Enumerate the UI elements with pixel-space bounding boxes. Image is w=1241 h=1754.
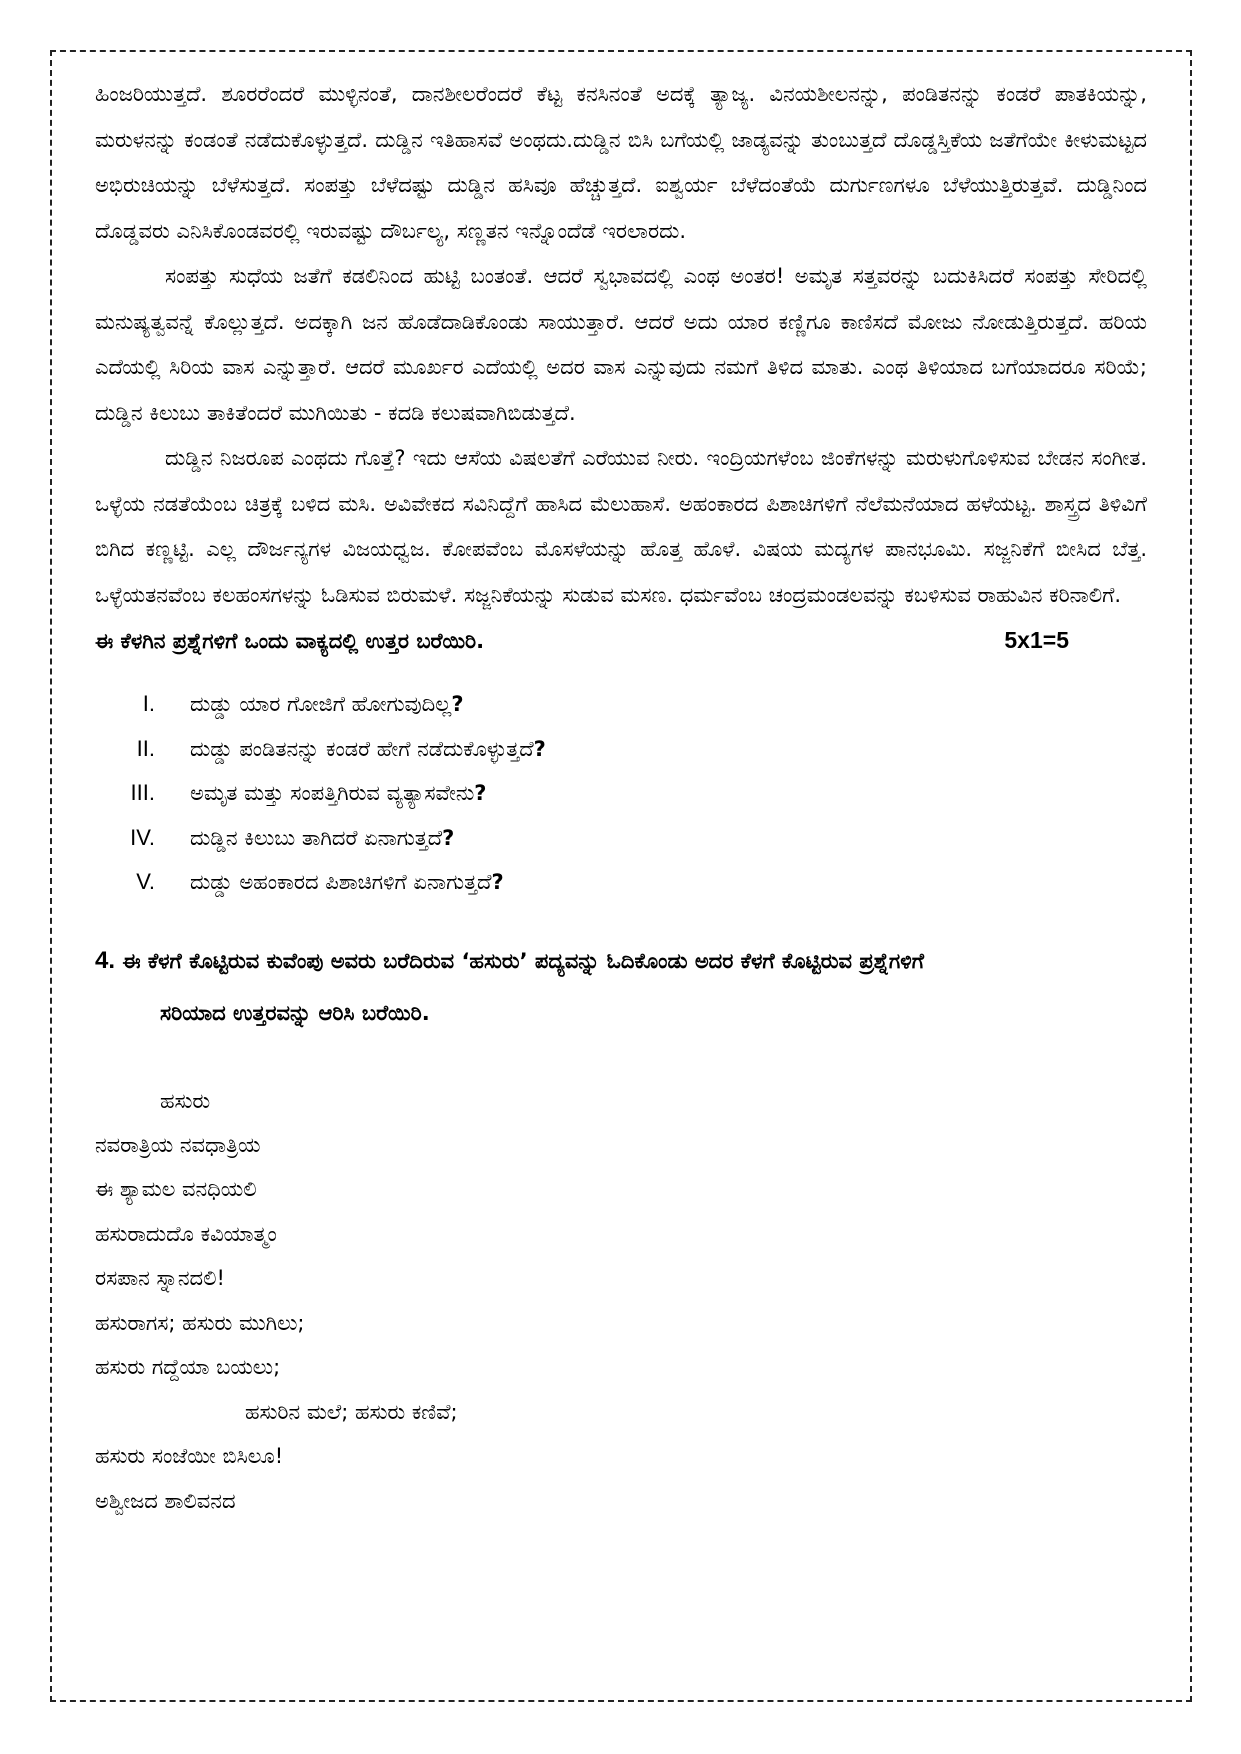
question-number: I. xyxy=(142,691,155,716)
section-4-instruction-line-2: ಸರಿಯಾದ ಉತ್ತರವನ್ನು ಆರಿಸಿ ಬರೆಯಿರಿ. xyxy=(160,1000,430,1025)
section-3-instruction: ಈ ಕೆಳಗಿನ ಪ್ರಶ್ನೆಗಳಿಗೆ ಒಂದು ವಾಕ್ಯದಲ್ಲಿ ಉತ್ತರ ಬರೆಯಿರಿ. xyxy=(95,629,485,653)
question-number: V. xyxy=(136,869,155,894)
section-4-instruction xyxy=(95,935,1147,1039)
question-text: ದುಡ್ಡು ಯಾರ ಗೋಜಿಗೆ ಹೋಗುವುದಿಲ್ಲ? xyxy=(190,692,464,716)
question-number: III. xyxy=(130,780,155,805)
poem xyxy=(95,1123,1147,1524)
poem-line: ನವರಾತ್ರಿಯ ನವಧಾತ್ರಿಯ xyxy=(95,1132,261,1157)
question-item xyxy=(95,771,1147,816)
poem-line: ಅಶ್ವೀಜದ ಶಾಲಿವನದ xyxy=(95,1488,236,1513)
passage-paragraph-3: ದುಡ್ಡಿನ ನಿಜರೂಪ ಎಂಥದು ಗೊತ್ತೆ? ಇದು ಆಸೆಯ ವಿಷಲತೆಗೆ ಎರೆಯುವ ನೀರು. ಇಂದ್ರಿಯಗಳೆಂಬ ಜಿಂಕೆಗಳನ್ನು ಮರುಳುಗೊಳಿಸುವ ಬೇಡನ ಸಂಗೀತ. ಒಳ್ಳೆಯ ನಡತೆಯೆಂಬ ಚಿತ್ರಕ್ಕೆ ಬಳಿದ ಮಸಿ. ಅವಿವೇಕದ ಸವಿನಿದ್ದೆಗೆ ಹಾಸಿದ ಮೆಲುಹಾಸೆ. ಅಹಂಕಾರದ ಪಿಶಾಚಿಗಳಿಗೆ ನೆಲೆಮನೆಯಾದ ಹಳೆಯಟ್ಟ. ಶಾಸ್ತ್ರದ ತಿಳಿವಿಗೆ ಬಿಗಿದ ಕಣ್ಣಟ್ಟಿ. ಎಲ್ಲ ದೌರ್ಜನ್ಯಗಳ ವಿಜಯಧ್ವಜ. ಕೋಪವೆಂಬ ಮೊಸಳೆಯನ್ನು ಹೊತ್ತ ಹೊಳೆ. ವಿಷಯ ಮದ್ಯಗಳ ಪಾನಭೂಮಿ. ಸಜ್ಜನಿಕೆಗೆ ಬೀಸಿದ ಬೆತ್ತ. ಒಳ್ಳೆಯತನವೆಂಬ ಕಲಹಂಸಗಳನ್ನು ಓಡಿಸುವ ಬಿರುಮಳೆ. ಸಜ್ಜನಿಕೆಯನ್ನು ಸುಡುವ ಮಸಣ. ಧರ್ಮವೆಂಬ ಚಂದ್ರಮಂಡಲವನ್ನು ಕಬಳಿಸುವ ರಾಹುವಿನ ಕರಿನಾಲಿಗೆ. xyxy=(95,446,1147,607)
poem-line: ಹಸುರು ಸಂಜೆಯೀ ಬಿಸಿಲೂ! xyxy=(95,1444,284,1468)
document-content xyxy=(95,72,1147,1523)
poem-line: ಈ ಶ್ಯಾಮಲ ವನಧಿಯಲಿ xyxy=(95,1177,257,1201)
section-4-number: 4. xyxy=(95,946,116,974)
section-3-instruction-row xyxy=(95,618,1147,664)
poem-line: ಹಸುರಿನ ಮಲೆ; ಹಸುರು ಕಣಿವೆ; xyxy=(245,1399,458,1424)
passage xyxy=(95,72,1147,618)
question-text: ದುಡ್ಡಿನ ಕಿಲುಬು ತಾಗಿದರೆ ಏನಾಗುತ್ತದೆ? xyxy=(190,825,455,850)
question-number: II. xyxy=(136,735,155,761)
question-text: ದುಡ್ಡು ಪಂಡಿತನನ್ನು ಕಂಡರೆ ಹೇಗೆ ನಡೆದುಕೊಳ್ಳುತ್ತದೆ? xyxy=(190,736,546,761)
question-text: ಅಮೃತ ಮತ್ತು ಸಂಪತ್ತಿಗಿರುವ ವ್ಯತ್ಯಾಸವೇನು? xyxy=(190,781,487,805)
poem-line: ಹಸುರಾದುದೊ ಕವಿಯಾತ್ಮಂ xyxy=(95,1221,277,1246)
question-list xyxy=(95,682,1147,905)
poem-line: ಹಸುರಾಗಸ; ಹಸುರು ಮುಗಿಲು; xyxy=(95,1310,305,1335)
marks-scheme: 5x1=5 xyxy=(1004,627,1069,653)
question-item xyxy=(95,816,1147,861)
question-number: IV. xyxy=(130,824,155,850)
question-item xyxy=(95,682,1147,727)
section-4-instruction-line-1: ಈ ಕೆಳಗೆ ಕೊಟ್ಟಿರುವ ಕುವೆಂಪು ಅವರು ಬರೆದಿರುವ ‘ಹಸುರು’ ಪದ್ಯವನ್ನು ಓದಿಕೊಂಡು ಅದರ ಕೆಳಗೆ ಕೊಟ್ಟಿರುವ ಪ್ರಶ್ನೆಗಳಿಗೆ xyxy=(122,948,924,973)
poem-title: ಹಸುರು xyxy=(160,1088,211,1113)
question-item xyxy=(95,860,1147,905)
question-text: ದುಡ್ಡು ಅಹಂಕಾರದ ಪಿಶಾಚಿಗಳಿಗೆ ಏನಾಗುತ್ತದೆ? xyxy=(190,870,504,894)
poem-line: ಹಸುರು ಗದ್ದೆಯಾ ಬಯಲು; xyxy=(95,1355,281,1379)
passage-paragraph-2: ಸಂಪತ್ತು ಸುಧೆಯ ಜತೆಗೆ ಕಡಲಿನಿಂದ ಹುಟ್ಟಿ ಬಂತಂತೆ. ಆದರೆ ಸ್ವಭಾವದಲ್ಲಿ ಎಂಥ ಅಂತರ! ಅಮೃತ ಸತ್ತವರನ್ನು ಬದುಕಿಸಿದರೆ ಸಂಪತ್ತು ಸೇರಿದಲ್ಲಿ ಮನುಷ್ಯತ್ವವನ್ನೆ ಕೊಲ್ಲುತ್ತದೆ. ಅದಕ್ಕಾಗಿ ಜನ ಹೊಡೆದಾಡಿಕೊಂಡು ಸಾಯುತ್ತಾರೆ. ಆದರೆ ಅದು ಯಾರ ಕಣ್ಣಿಗೂ ಕಾಣಿಸದೆ ಮೋಜು ನೋಡುತ್ತಿರುತ್ತದೆ. ಹರಿಯ ಎದೆಯಲ್ಲಿ ಸಿರಿಯ ವಾಸ ಎನ್ನುತ್ತಾರೆ. ಆದರೆ ಮೂರ್ಖರ ಎದೆಯಲ್ಲಿ ಅದರ ವಾಸ ಎನ್ನುವುದು ನಮಗೆ ತಿಳಿದ ಮಾತು. ಎಂಥ ತಿಳಿಯಾದ ಬಗೆಯಾದರೂ ಸರಿಯೆ; ದುಡ್ಡಿನ ಕಿಲುಬು ತಾಕಿತೆಂದರೆ ಮುಗಿಯಿತು - ಕದಡಿ ಕಲುಷವಾಗಿಬಿಡುತ್ತದೆ. xyxy=(95,264,1147,425)
question-item xyxy=(95,727,1147,772)
poem-line: ರಸಪಾನ ಸ್ನಾನದಲಿ! xyxy=(95,1266,225,1290)
passage-paragraph-1: ಹಿಂಜರಿಯುತ್ತದೆ. ಶೂರರೆಂದರೆ ಮುಳ್ಳಿನಂತೆ, ದಾನಶೀಲರೆಂದರೆ ಕೆಟ್ಟ ಕನಸಿನಂತೆ ಅದಕ್ಕೆ ತ್ಯಾಜ್ಯ. ವಿನಯಶೀಲನನ್ನು, ಪಂಡಿತನನ್ನು ಕಂಡರೆ ಪಾತಕಿಯನ್ನು, ಮರುಳನನ್ನು ಕಂಡಂತೆ ನಡೆದುಕೊಳ್ಳುತ್ತದೆ. ದುಡ್ಡಿನ ಇತಿಹಾಸವೆ ಅಂಥದು.ದುಡ್ಡಿನ ಬಿಸಿ ಬಗೆಯಲ್ಲಿ ಜಾಡ್ಯವನ್ನು ತುಂಬುತ್ತದೆ ದೊಡ್ಡಸ್ತಿಕೆಯ ಜತೆಗೆಯೇ ಕೀಳುಮಟ್ಟದ ಅಭಿರುಚಿಯನ್ನು ಬೆಳೆಸುತ್ತದೆ. ಸಂಪತ್ತು ಬೆಳೆದಷ್ಟು ದುಡ್ಡಿನ ಹಸಿವೂ ಹೆಚ್ಚುತ್ತದೆ. ಐಶ್ವರ್ಯ ಬೆಳೆದಂತೆಯೆ ದುರ್ಗುಣಗಳೂ ಬೆಳೆಯುತ್ತಿರುತ್ತವೆ. ದುಡ್ಡಿನಿಂದ ದೊಡ್ಡವರು ಎನಿಸಿಕೊಂಡವರಲ್ಲಿ ಇರುವಷ್ಟು ದೌರ್ಬಲ್ಯ, ಸಣ್ಣತನ ಇನ್ನೊಂದೆಡೆ ಇರಲಾರದು. xyxy=(95,82,1147,243)
